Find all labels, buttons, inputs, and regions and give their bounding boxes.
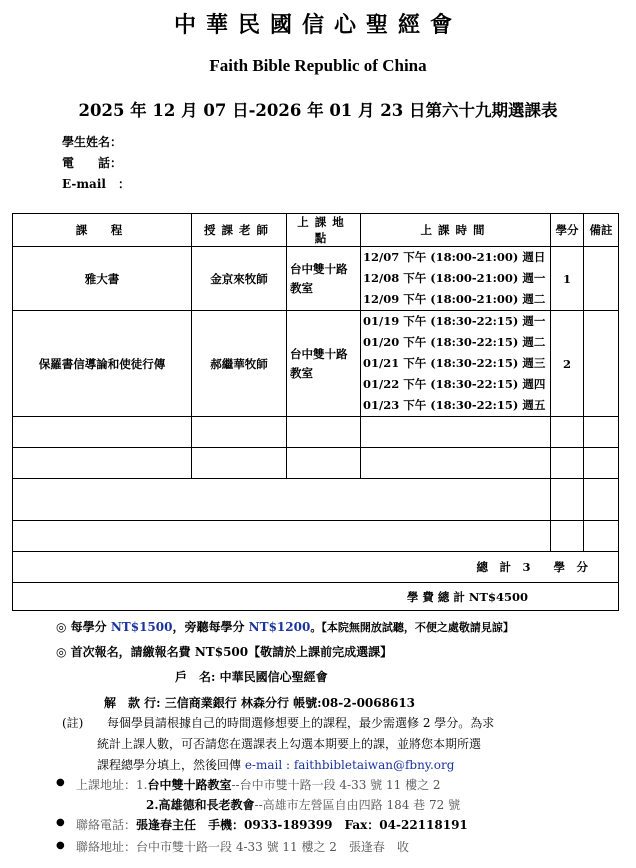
course-teacher: 郝繼華牧師 (192, 311, 287, 417)
remark-label: (註) (62, 716, 84, 730)
header-remarks: 備註 (584, 214, 619, 247)
session-line: 12/08 下午 (18:00-21:00) 週一 (363, 271, 546, 285)
form-subtitle: 2025 年 12 月 07 日-2026 年 01 月 23 日第六十九期選課表 (78, 101, 558, 120)
course-sessions (361, 311, 551, 417)
course-sessions (361, 247, 551, 311)
mailing-address: 聯絡地址：台中市雙十路一段 4-33 號 11 樓之 2 張逢春 收 (76, 840, 409, 854)
fee-per-credit-note: ◎ 每學分 NT$1500，旁聽每學分 NT$1200。【本院無開放試聽，不便之處敬請見諒】 (56, 620, 514, 634)
total-fee-row (13, 583, 619, 611)
remark-line-1: 每個學員請根據自己的時間選修想要上的課程，最少需選修 2 學分。為求 (107, 716, 495, 730)
title-chinese: 中華民國信心聖經會 (173, 12, 462, 38)
bullet-icon: ● (56, 817, 65, 828)
header-location: 上課地點 (287, 214, 361, 247)
address1-place: 台中雙十路教室 (147, 778, 232, 792)
session-line: 01/21 下午 (18:30-22:15) 週三 (363, 356, 546, 370)
empty-row (13, 479, 619, 521)
phone-label: 電 話： (62, 156, 123, 170)
remark-line-2: 統計上課人數，可否請您在選課表上勾選本期要上的課，並將您本期所選 (97, 737, 482, 751)
account-name: 戶 名: 中華民國信心聖經會 (175, 670, 328, 684)
contact-phone: 聯絡電話：張逢春主任 手機：0933-189399 Fax：04-22118191 (76, 818, 468, 832)
empty-row (13, 448, 619, 479)
fee-amount: NT$1500 (110, 620, 173, 634)
remark-line-3: 課程總學分填上，然後回傳 e-mail : faithbibletaiwan@fbny.org (97, 758, 455, 772)
course-location: 台中雙十路教室 (287, 311, 361, 417)
address-line-1: 上課地址：1.台中雙十路教室--台中市雙十路一段 4-33 號 11 樓之 2 (76, 778, 441, 792)
title-english: Faith Bible Republic of China (209, 56, 427, 75)
contact-email-link[interactable]: e-mail : faithbibletaiwan@fbny.org (244, 758, 455, 772)
table-row (13, 247, 619, 311)
course-credits: 2 (551, 311, 584, 417)
course-remark (584, 247, 619, 311)
bank-account: 解 款 行: 三信商業銀行 林森分行 帳號:08-2-0068613 (104, 696, 416, 710)
table-header-row (13, 214, 619, 247)
session-line: 12/09 下午 (18:00-21:00) 週二 (363, 292, 546, 306)
course-credits: 1 (551, 247, 584, 311)
header-time: 上課時間 (361, 214, 551, 247)
total-fee: 學 費 總 計 NT$4500 (13, 583, 619, 611)
registration-fee-note: ◎ 首次報名，請繳報名費 NT$500【敬請於上課前完成選課】 (56, 645, 393, 659)
empty-row (13, 521, 619, 552)
address-line-2: 2.高雄德和長老教會--高雄市左營區自由四路 184 巷 72 號 (146, 798, 461, 812)
audit-amount: NT$1200 (248, 620, 311, 634)
session-line: 01/19 下午 (18:30-22:15) 週一 (363, 314, 546, 328)
empty-row (13, 417, 619, 448)
header-credits: 學分 (551, 214, 584, 247)
session-line: 01/20 下午 (18:30-22:15) 週二 (363, 335, 546, 349)
course-remark (584, 311, 619, 417)
session-line: 01/23 下午 (18:30-22:15) 週五 (363, 398, 546, 412)
session-line: 01/22 下午 (18:30-22:15) 週四 (363, 377, 546, 391)
course-location: 台中雙十路教室 (287, 247, 361, 311)
course-name: 保羅書信導論和使徒行傳 (13, 311, 192, 417)
course-teacher: 金京來牧師 (192, 247, 287, 311)
header-course: 課 程 (13, 214, 192, 247)
table-row (13, 311, 619, 417)
total-credits: 總 計 3 學 分 (13, 552, 619, 583)
header-teacher: 授課老師 (192, 214, 287, 247)
total-credits-row (13, 552, 619, 583)
address2-place: 2.高雄德和長老教會 (146, 798, 255, 812)
student-name-label: 學生姓名： (62, 135, 123, 149)
bullet-icon: ● (56, 840, 65, 851)
email-label: E-mail ： (62, 177, 130, 191)
session-line: 12/07 下午 (18:00-21:00) 週日 (363, 250, 546, 264)
course-name: 雅大書 (13, 247, 192, 311)
course-table (12, 213, 619, 611)
bullet-icon: ● (56, 777, 65, 788)
